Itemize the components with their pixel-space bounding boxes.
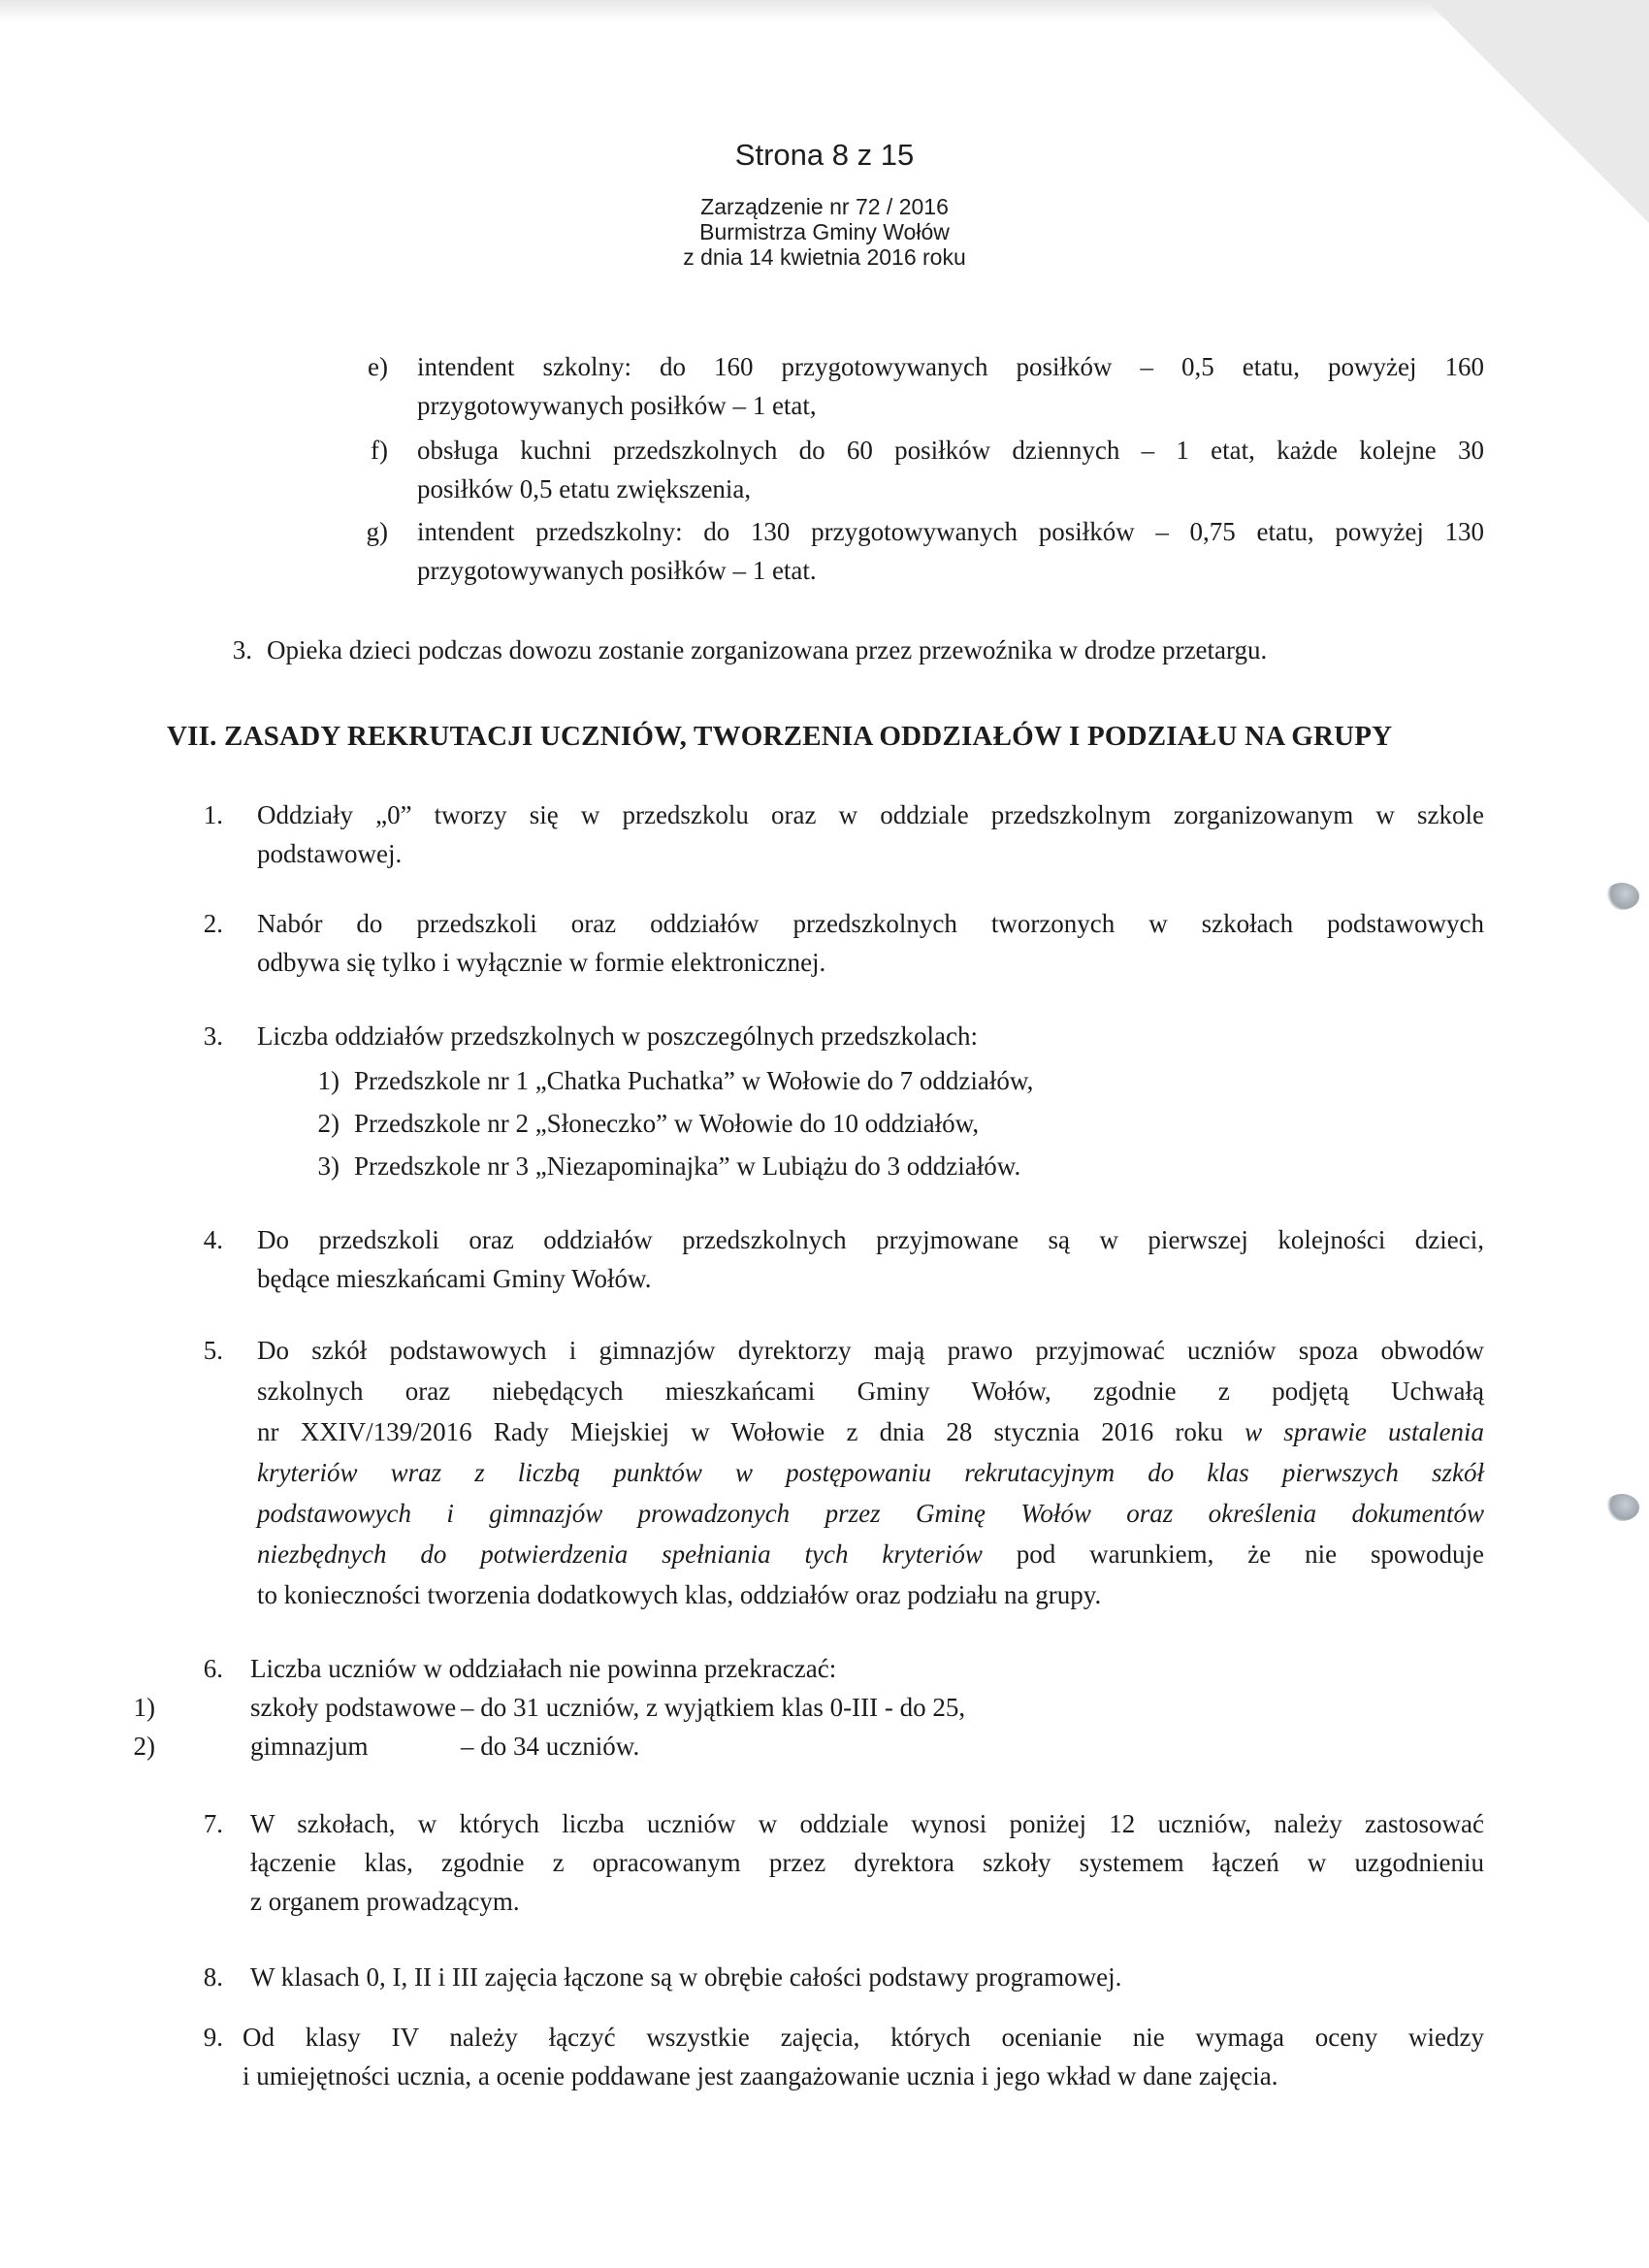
item-3-marker: 3. (203, 1021, 223, 1051)
item-6-marker: 6. (203, 1654, 223, 1683)
header-line-2: Burmistrza Gminy Wołów (699, 219, 950, 244)
item-7-line-1: W szkołach, w których liczba uczniów w oddziale wynosi poniżej 12 uczniów, należy zastosować (250, 1809, 1484, 1838)
section-title: ZASADY REKRUTACJI UCZNIÓW, TWORZENIA ODDZIAŁÓW I PODZIAŁU NA GRUPY (224, 721, 1393, 752)
scan-edge-shadow (0, 0, 1455, 21)
item-6-sub-2-label: gimnazjum (250, 1732, 369, 1761)
item-8-text: W klasach 0, I, II i III zajęcia łączone są w obrębie całości podstawy programowej. (250, 1962, 1122, 1992)
item-5-condition: pod warunkiem, że nie spowoduje (982, 1539, 1484, 1569)
prev-item-3-marker: 3. (232, 635, 252, 664)
item-1-marker: 1. (203, 800, 223, 829)
item-3-sub-3-marker: 3) (317, 1151, 340, 1181)
header-line-3: z dnia 14 kwietnia 2016 roku (683, 244, 966, 270)
item-5-line-6 (257, 1535, 1484, 1573)
item-7-line-3: z organem prowadzącym. (250, 1887, 520, 1916)
item-6-sub-1-text: – do 31 uczniów, z wyjątkiem klas 0-III - do 25, (461, 1693, 966, 1722)
resolution-title-part-1: w sprawie ustalenia (1245, 1417, 1485, 1446)
list-marker-f: f) (371, 436, 388, 465)
item-6-sub-2-text: – do 34 uczniów. (461, 1732, 640, 1761)
item-f-line-2: posiłków 0,5 etatu zwiększenia, (417, 474, 752, 503)
item-5-line-7: to konieczności tworzenia dodatkowych klas, oddziałów oraz podziału na grupy. (257, 1580, 1102, 1609)
item-9-line-1: Od klasy IV należy łączyć wszystkie zajęcia, których ocenianie nie wymaga oceny wiedzy (242, 2023, 1484, 2052)
item-7-marker: 7. (203, 1809, 223, 1838)
item-4-marker: 4. (203, 1225, 223, 1254)
item-6-text: Liczba uczniów w oddziałach nie powinna przekraczać: (250, 1654, 837, 1683)
punch-hole-lower (1604, 1494, 1639, 1521)
item-2-line-2: odbywa się tylko i wyłącznie w formie elektronicznej. (257, 948, 826, 977)
folded-corner (1426, 0, 1649, 223)
section-number: VII. (167, 721, 217, 752)
item-6-sub-1-marker: 1) (133, 1693, 155, 1722)
item-3-text: Liczba oddziałów przedszkolnych w poszczególnych przedszkolach: (257, 1021, 978, 1051)
item-1-line-2: podstawowej. (257, 839, 403, 868)
item-5-line-4: kryteriów wraz z liczbą punktów w postępowaniu rekrutacyjnym do klas pierwszych szkół (257, 1458, 1484, 1487)
section-heading (167, 721, 1392, 753)
item-3-sub-1-text: Przedszkole nr 1 „Chatka Puchatka” w Wołowie do 7 oddziałów, (354, 1066, 1034, 1095)
item-5-line-3 (257, 1412, 1484, 1451)
list-marker-e: e) (368, 352, 388, 381)
header-line-1: Zarządzenie nr 72 / 2016 (700, 194, 949, 219)
item-7-line-2: łączenie klas, zgodnie z opracowanym przez dyrektora szkoły systemem łączeń w uzgodnieniu (250, 1848, 1484, 1877)
item-5-line-5: podstawowych i gimnazjów prowadzonych przez Gminę Wołów oraz określenia dokumentów (257, 1499, 1484, 1528)
item-2-marker: 2. (203, 909, 223, 938)
item-f-line-1: obsługa kuchni przedszkolnych do 60 posiłków dziennych – 1 etat, każde kolejne 30 (417, 436, 1484, 465)
item-9-marker: 9. (203, 2023, 223, 2052)
item-6-sub-1-label: szkoły podstawowe (250, 1693, 457, 1722)
item-e-line-2: przygotowywanych posiłków – 1 etat, (417, 391, 817, 420)
item-1-line-1: Oddziały „0” tworzy się w przedszkolu oraz w oddziale przedszkolnym zorganizowanym w szkole (257, 800, 1484, 829)
punch-hole-upper (1604, 883, 1639, 910)
item-2-line-1: Nabór do przedszkoli oraz oddziałów przedszkolnych tworzonych w szkołach podstawowych (257, 909, 1484, 938)
item-4-line-1: Do przedszkoli oraz oddziałów przedszkolnych przyjmowane są w pierwszej kolejności dzieci, (257, 1225, 1484, 1254)
resolution-title-part-2: niezbędnych do potwierdzenia spełniania tych kryteriów (257, 1539, 983, 1569)
item-3-sub-1-marker: 1) (317, 1066, 340, 1095)
page-indicator: Strona 8 z 15 (734, 138, 915, 172)
item-e-line-1: intendent szkolny: do 160 przygotowywanych posiłków – 0,5 etatu, powyżej 160 (417, 352, 1484, 381)
item-3-sub-2-text: Przedszkole nr 2 „Słoneczko” w Wołowie do 10 oddziałów, (354, 1109, 980, 1138)
list-marker-g: g) (366, 517, 388, 546)
item-6-sub-2-marker: 2) (133, 1732, 155, 1761)
item-g-line-1: intendent przedszkolny: do 130 przygotowywanych posiłków – 0,75 etatu, powyżej 130 (417, 517, 1484, 546)
resolution-reference: nr XXIV/139/2016 Rady Miejskiej w Wołowie z dnia 28 stycznia 2016 roku (257, 1417, 1245, 1446)
item-3-sub-2-marker: 2) (317, 1109, 340, 1138)
prev-item-3-text: Opieka dzieci podczas dowozu zostanie zorganizowana przez przewoźnika w drodze przetargu. (267, 635, 1268, 664)
item-5-marker: 5. (203, 1336, 223, 1365)
item-4-line-2: będące mieszkańcami Gminy Wołów. (257, 1264, 652, 1293)
item-8-marker: 8. (203, 1962, 223, 1992)
item-5-line-2: szkolnych oraz niebędących mieszkańcami Gminy Wołów, zgodnie z podjętą Uchwałą (257, 1377, 1484, 1406)
item-g-line-2: przygotowywanych posiłków – 1 etat. (417, 556, 817, 585)
item-9-line-2: i umiejętności ucznia, a ocenie poddawane jest zaangażowanie ucznia i jego wkład w dane zajęcia. (242, 2061, 1278, 2090)
item-5-line-1: Do szkół podstawowych i gimnazjów dyrektorzy mają prawo przyjmować uczniów spoza obwodów (257, 1336, 1484, 1365)
item-3-sub-3-text: Przedszkole nr 3 „Niezapominajka” w Lubiążu do 3 oddziałów. (354, 1151, 1021, 1181)
